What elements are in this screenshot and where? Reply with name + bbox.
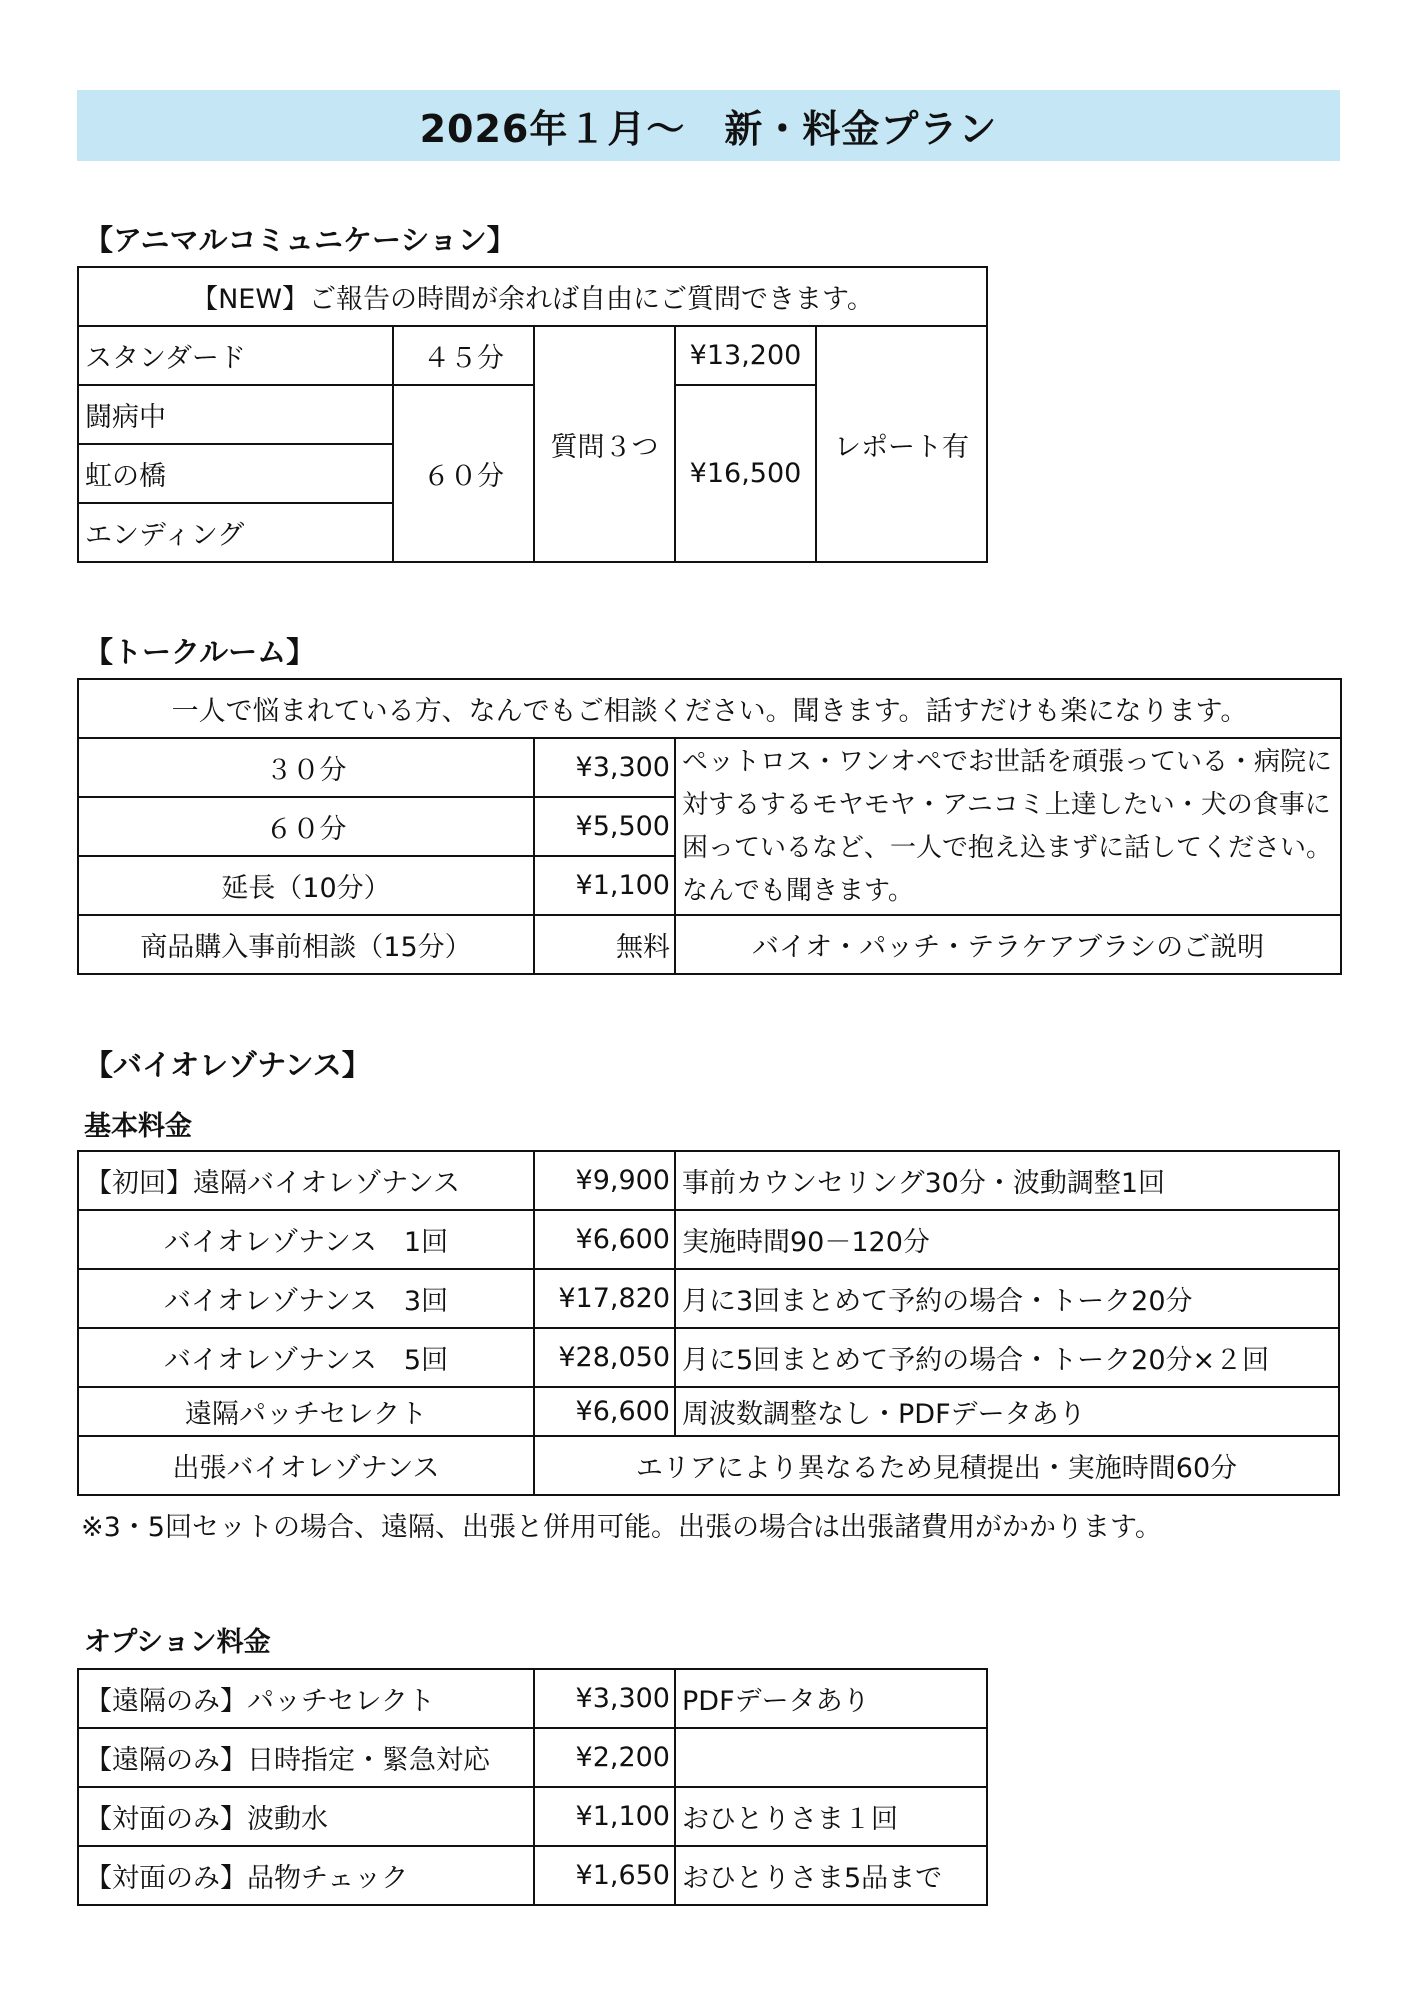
bio-row-price: ¥28,050 xyxy=(534,1328,675,1387)
talk-row-label: ６０分 xyxy=(78,797,534,856)
options-heading: オプション料金 xyxy=(84,1627,271,1658)
bio-row-desc: 実施時間90－120分 xyxy=(675,1210,1339,1269)
talk-consult-price: 無料 xyxy=(534,915,675,974)
option-row-price: ¥3,300 xyxy=(534,1669,675,1728)
bio-basic-heading: 基本料金 xyxy=(84,1111,192,1142)
option-row-desc: PDFデータあり xyxy=(675,1669,987,1728)
animal-table xyxy=(77,266,988,563)
bio-table xyxy=(77,1150,1340,1496)
talk-description: ペットロス・ワンオペでお世話を頑張っている・病院に対するするモヤモヤ・アニコミ上達したい・犬の食事に困っているなど、一人で抱え込まずに話してください。なんでも聞きます。 xyxy=(675,738,1341,915)
bio-row-desc: 周波数調整なし・PDFデータあり xyxy=(675,1387,1339,1436)
bio-row-label: バイオレゾナンス 3回 xyxy=(78,1269,534,1328)
talk-row-label: ３０分 xyxy=(78,738,534,797)
animal-notice: 【NEW】ご報告の時間が余れば自由にご質問できます。 xyxy=(78,267,987,326)
option-row-desc xyxy=(675,1728,987,1787)
animal-report: レポート有 xyxy=(816,326,987,562)
animal-row-ending: エンディング xyxy=(78,503,393,562)
option-row-price: ¥1,100 xyxy=(534,1787,675,1846)
animal-row-rainbow: 虹の橋 xyxy=(78,444,393,503)
animal-price-other: ¥16,500 xyxy=(675,385,816,562)
bio-row-price: ¥6,600 xyxy=(534,1387,675,1436)
talk-row-label: 延長（10分） xyxy=(78,856,534,915)
animal-time-60: ６０分 xyxy=(393,385,534,562)
bio-row-label: 【初回】遠隔バイオレゾナンス xyxy=(78,1151,534,1210)
bio-onsite-desc: エリアにより異なるため見積提出・実施時間60分 xyxy=(534,1436,1339,1495)
talk-consult-desc: バイオ・パッチ・テラケアブラシのご説明 xyxy=(675,915,1341,974)
option-row-label: 【遠隔のみ】日時指定・緊急対応 xyxy=(78,1728,534,1787)
animal-row-illness: 闘病中 xyxy=(78,385,393,444)
bio-row-price: ¥6,600 xyxy=(534,1210,675,1269)
option-row-label: 【遠隔のみ】パッチセレクト xyxy=(78,1669,534,1728)
animal-questions: 質問３つ xyxy=(534,326,675,562)
page-title: 2026年１月～ 新・料金プラン xyxy=(77,90,1340,161)
option-row-label: 【対面のみ】波動水 xyxy=(78,1787,534,1846)
bio-onsite-label: 出張バイオレゾナンス xyxy=(78,1436,534,1495)
animal-price-standard: ¥13,200 xyxy=(675,326,816,385)
bio-row-label: 遠隔パッチセレクト xyxy=(78,1387,534,1436)
talk-row-price: ¥5,500 xyxy=(534,797,675,856)
animal-heading: 【アニマルコミュニケーション】 xyxy=(84,223,516,257)
option-row-label: 【対面のみ】品物チェック xyxy=(78,1846,534,1905)
talk-notice: 一人で悩まれている方、なんでもご相談ください。聞きます。話すだけも楽になります。 xyxy=(78,679,1341,738)
bio-row-label: バイオレゾナンス 1回 xyxy=(78,1210,534,1269)
bio-row-desc: 月に5回まとめて予約の場合・トーク20分×２回 xyxy=(675,1328,1339,1387)
bio-row-desc: 月に3回まとめて予約の場合・トーク20分 xyxy=(675,1269,1339,1328)
talk-heading: 【トークルーム】 xyxy=(84,635,316,669)
bio-row-label: バイオレゾナンス 5回 xyxy=(78,1328,534,1387)
animal-row-standard: スタンダード xyxy=(78,326,393,385)
bio-row-price: ¥9,900 xyxy=(534,1151,675,1210)
talk-row-price: ¥3,300 xyxy=(534,738,675,797)
option-row-desc: おひとりさま１回 xyxy=(675,1787,987,1846)
bio-row-desc: 事前カウンセリング30分・波動調整1回 xyxy=(675,1151,1339,1210)
talk-consult-label: 商品購入事前相談（15分） xyxy=(78,915,534,974)
bio-row-price: ¥17,820 xyxy=(534,1269,675,1328)
animal-time-45: ４５分 xyxy=(393,326,534,385)
bio-note: ※3・5回セットの場合、遠隔、出張と併用可能。出張の場合は出張諸費用がかかります。 xyxy=(81,1512,1162,1543)
talk-row-price: ¥1,100 xyxy=(534,856,675,915)
bio-heading: 【バイオレゾナンス】 xyxy=(84,1048,371,1082)
option-row-price: ¥2,200 xyxy=(534,1728,675,1787)
options-table xyxy=(77,1668,988,1906)
option-row-price: ¥1,650 xyxy=(534,1846,675,1905)
option-row-desc: おひとりさま5品まで xyxy=(675,1846,987,1905)
talk-table xyxy=(77,678,1342,975)
